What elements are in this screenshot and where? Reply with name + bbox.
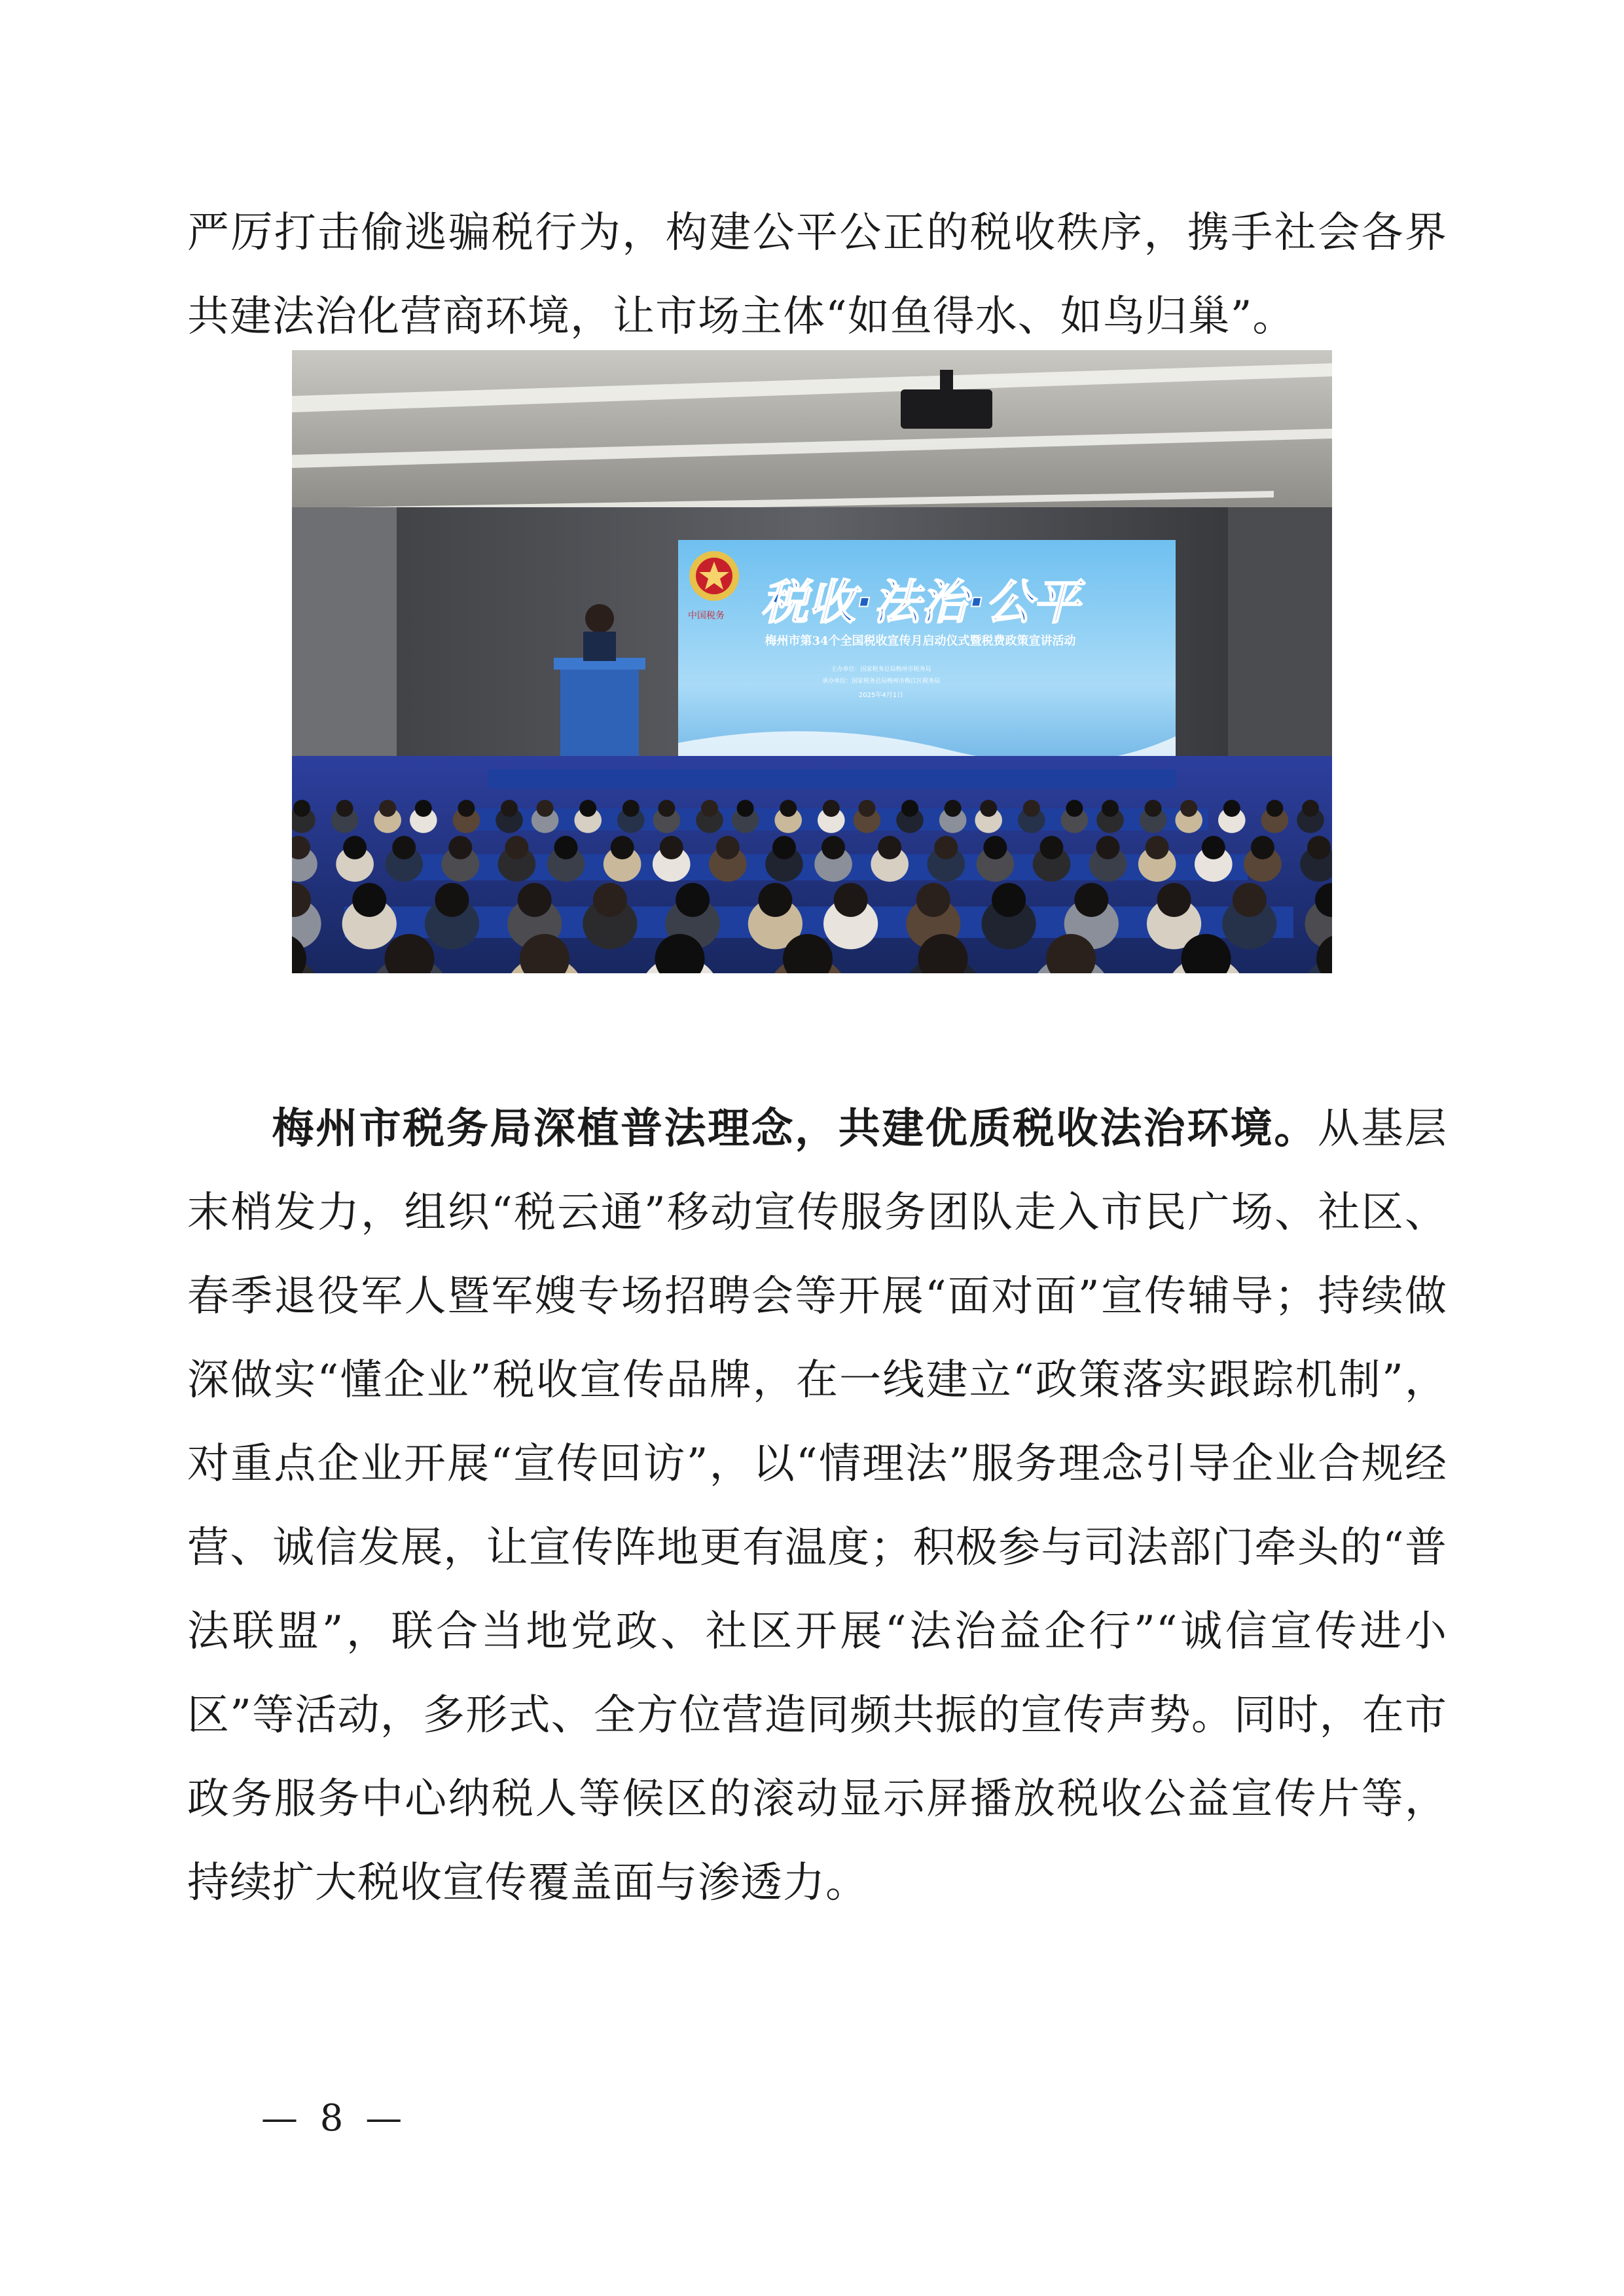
event-photo: [292, 350, 1332, 973]
attendee-head: [980, 800, 997, 817]
attendee-head: [772, 836, 796, 859]
attendee-head: [1146, 836, 1169, 859]
paragraph-2-lead: 梅州市税务局深植普法理念，共建优质税收法治环境。: [271, 1104, 1318, 1153]
attendee-head: [611, 836, 634, 859]
attendee-head: [458, 800, 475, 817]
attendee-head: [1233, 883, 1267, 917]
attendee-head: [1102, 800, 1119, 817]
attendee-head: [505, 836, 528, 859]
screen-title: 税收·法治·公平: [761, 575, 1080, 630]
attendee-head: [1180, 800, 1197, 817]
attendee-head: [343, 836, 367, 859]
attendee-head: [415, 800, 432, 817]
attendee-head: [1251, 836, 1274, 859]
attendee-head: [821, 836, 845, 859]
attendee-head: [858, 800, 875, 817]
screen-co-organizer: 承办单位：国家税务总局梅州市梅江区税务局: [821, 678, 941, 685]
attendee-head: [293, 800, 310, 817]
attendee-head: [1066, 800, 1083, 817]
attendee-head: [658, 800, 675, 817]
attendee-head: [623, 800, 640, 817]
attendee-head: [983, 836, 1007, 859]
paragraph-1-text: 严厉打击偷逃骗税行为，构建公平公正的税收秩序，携手社会各界共建法治化营商环境，让市场主体“如鱼得水、如鸟归巢”。: [187, 209, 1447, 341]
paragraph-1: [187, 191, 1447, 359]
attendee-head: [737, 800, 754, 817]
attendee-head: [1266, 800, 1283, 817]
attendee-head: [537, 800, 554, 817]
attendee-head: [901, 800, 918, 817]
attendee-head: [780, 800, 797, 817]
attendee-head: [379, 800, 396, 817]
screen-organizer: 主办单位：国家税务总局梅州市税务局: [831, 666, 931, 673]
attendee-head: [1096, 836, 1120, 859]
attendee-head: [392, 836, 416, 859]
attendee-head: [554, 836, 578, 859]
attendee-head: [352, 883, 386, 917]
attendee-head: [501, 800, 518, 817]
attendee-head: [934, 836, 958, 859]
attendee-head: [593, 883, 627, 917]
attendee-head: [1307, 836, 1331, 859]
attendee-head: [1157, 883, 1191, 917]
attendee-head: [716, 836, 740, 859]
attendee-head: [676, 883, 710, 917]
attendee-head: [336, 800, 353, 817]
tax-emblem: [689, 551, 739, 601]
attendee-head: [1023, 800, 1040, 817]
attendee-head: [518, 883, 552, 917]
attendee-head: [1145, 800, 1162, 817]
attendee-head: [834, 883, 868, 917]
attendee-head: [1039, 836, 1063, 859]
attendee-head: [660, 836, 683, 859]
attendee-head: [916, 883, 950, 917]
attendee-head: [435, 883, 469, 917]
screen-date: 2025年4月1日: [858, 692, 904, 699]
paragraph-2: [187, 1087, 1447, 1925]
attendee-head: [1223, 800, 1240, 817]
attendee-head: [579, 800, 596, 817]
screen-subtitle: 梅州市第34个全国税收宣传月启动仪式暨税费政策宣讲活动: [765, 634, 1076, 648]
attendee-head: [758, 883, 792, 917]
attendee-head: [701, 800, 718, 817]
attendee-head: [945, 800, 962, 817]
attendee-head: [1202, 836, 1225, 859]
screen-badge-text: 中国税务: [688, 611, 725, 621]
attendee-head: [448, 836, 472, 859]
page-number: — 8 —: [261, 2097, 408, 2140]
attendee-head: [1302, 800, 1319, 817]
attendee-head: [823, 800, 840, 817]
attendee-head: [992, 883, 1026, 917]
attendee-head: [1074, 883, 1108, 917]
paragraph-2-body: 从基层末梢发力，组织“税云通”移动宣传服务团队走入市民广场、社区、春季退役军人暨军嫂专场招聘会等开展“面对面”宣传辅导；持续做深做实“懂企业”税收宣传品牌，在一线建立“政策落实跟踪机制”，对重点企业开展“宣传回访”，以“情理法”服务理念引导企业合规经营、诚信发展，让宣传阵地更有温度；积极参与司法部门牵头的“普法联盟”，联合当地党政、社区开展“法治益企行”“诚信宣传进小区”等活动，多形式、全方位营造同频共振的宣传声势。同时，在市政务服务中心纳税人等候区的滚动显示屏播放税收公益宣传片等，持续扩大税收宣传覆盖面与渗透力。: [187, 1105, 1448, 1907]
attendee-head: [878, 836, 901, 859]
